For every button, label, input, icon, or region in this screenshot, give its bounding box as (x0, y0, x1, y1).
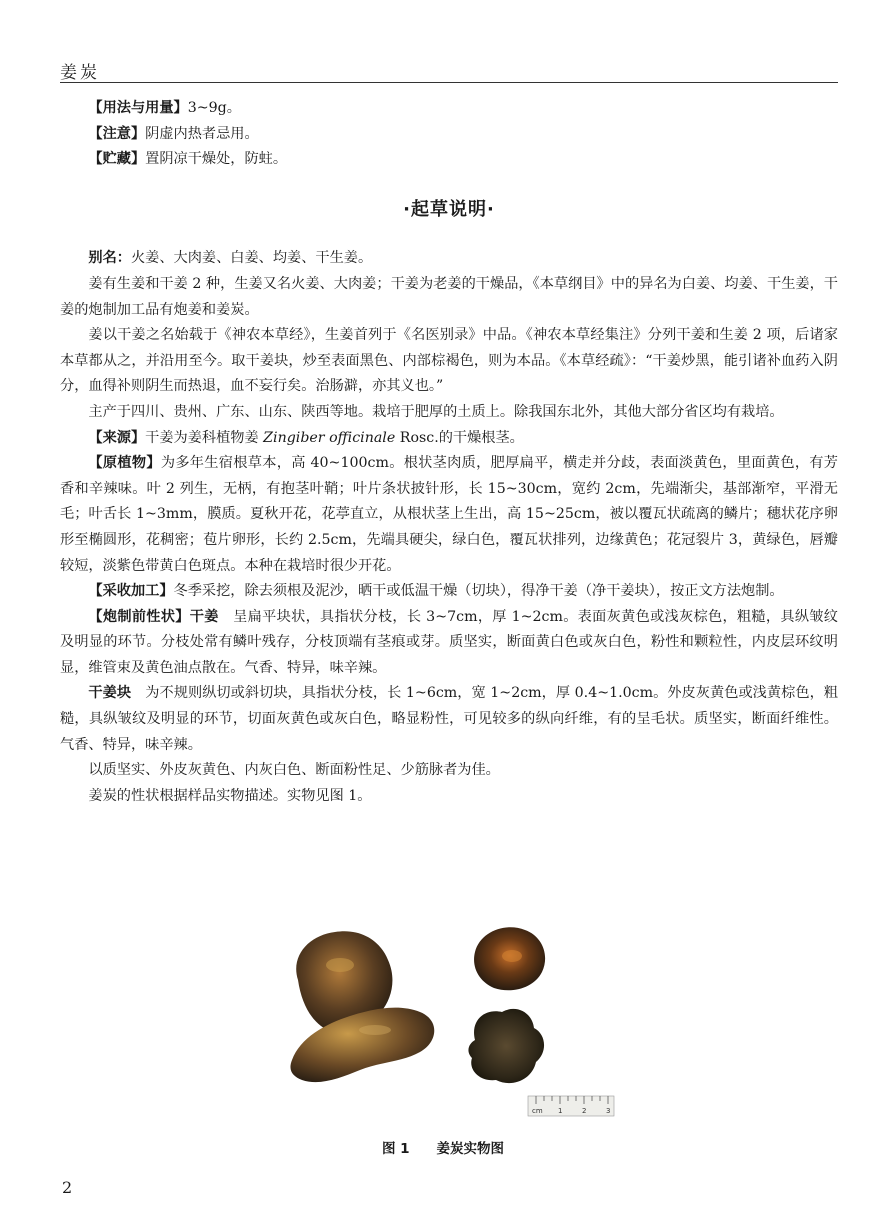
header-rule (60, 82, 838, 83)
quality-paragraph: 以质坚实、外皮灰黄色、内灰白色、断面粉性足、少筋脉者为佳。 (88, 762, 500, 779)
alias-paragraph (60, 246, 838, 272)
plant-paragraph (60, 451, 838, 579)
source-text-after: Rosc.的干燥根茎。 (395, 429, 524, 446)
alias-label: 别名： (88, 250, 131, 267)
paragraph-history: 姜以干姜之名始载于《神农本草经》，生姜首列于《名医别录》中品。《神农本草经集注》分列干姜和生姜 2 项，后诸家本草都从之，并沿用至今。取干姜块，炒至表面黑色、内部棕褐色，则为本品。《本草经疏》：“干姜炒黑，能引诸补血药入阴分，血得补则阴生而热退，血不妄行矣。治肠澼，亦其义也。” (60, 327, 838, 395)
harvest-label: 【采收加工】 (88, 583, 174, 600)
source-latin-name: Zingiber officinale (263, 429, 396, 446)
alias-text: 火姜、大肉姜、白姜、均姜、干生姜。 (130, 250, 373, 267)
specimen-highlight (502, 950, 522, 962)
spec-storage-text: 置阴凉干燥处，防蛀。 (145, 151, 288, 168)
properties-ganjiang-text: 呈扁平块状，具指状分枝，长 3~7cm，厚 1~2cm。表面灰黄色或浅灰棕色，粗糙，具纵皱纹及明显的环节。分枝处常有鳞叶残存，分枝顶端有茎痕或芽。质坚实，断面黄白色或灰白色，粉性和颗粒性，内皮层环纹明显，维管束及黄色油点散在。气香、特异，味辛辣。 (60, 608, 838, 676)
spec-storage-label: 【贮藏】 (88, 151, 146, 168)
properties-kuai-label: 干姜块 (88, 685, 132, 702)
specimen-piece-4 (468, 1009, 544, 1083)
source-paragraph (60, 426, 838, 452)
spec-caution (60, 122, 838, 148)
spec-dosage-label: 【用法与用量】 (88, 100, 188, 116)
specimen-highlight (359, 1025, 391, 1035)
section-title: ·起草说明· (403, 198, 495, 220)
description-note: 姜炭的性状根据样品实物描述。实物见图 1。 (88, 787, 372, 804)
running-header-title: 姜炭 (60, 63, 100, 83)
ruler-label-2: 2 (582, 1107, 587, 1115)
spec-dosage-text: 3~9g。 (187, 100, 241, 116)
ruler (528, 1096, 614, 1116)
figure-caption (0, 1137, 886, 1157)
paragraph-names: 姜有生姜和干姜 2 种，生姜又名火姜、大肉姜；干姜为老姜的干燥品，《本草纲目》中的异名为白姜、均姜、干生姜，干姜的炮制加工品有炮姜和姜炭。 (60, 275, 838, 318)
specimen-highlight (326, 958, 354, 972)
specimen-piece-3 (290, 1008, 434, 1082)
properties-ganjiang-label: 干姜 (189, 608, 219, 625)
ruler-label-cm: cm (532, 1107, 543, 1115)
spec-caution-label: 【注意】 (88, 125, 146, 142)
figure-caption-text: 姜炭实物图 (436, 1141, 505, 1157)
main-content (60, 96, 838, 809)
plant-label: 【原植物】 (88, 455, 161, 472)
plant-text: 为多年生宿根草本，高 40~100cm。根状茎肉质，肥厚扁平，横走并分歧，表面淡黄色，里面黄色，有芳香和辛辣味。叶 2 列生，无柄，有抱茎叶鞘；叶片条状披针形，长 15~30cm，宽约 2cm，先端渐尖，基部渐窄，平滑无毛；叶舌长 1~3mm，膜质。夏秋开花，花葶直立，从根状茎上生出，高 15~25cm，被以覆瓦状疏离的鳞片；穗状花序卵形至椭圆形，花稠密；苞片卵形，长约 2.5cm，先端具硬尖，绿白色，覆瓦状排列，边缘黄色；花冠裂片 3，黄绿色，唇瓣较短，淡紫色带黄白色斑点。本种在栽培时很少开花。 (60, 455, 838, 574)
source-text-before: 干姜为姜科植物姜 (145, 429, 264, 446)
page-number: 2 (62, 1178, 73, 1197)
properties-kuai-text: 为不规则纵切或斜切块，具指状分枝，长 1~6cm，宽 1~2cm，厚 0.4~1.0cm。外皮灰黄色或浅黄棕色，粗糙，具纵皱纹及明显的环节，切面灰黄色或灰白色，略显粉性，可见较多的纵向纤维，有的呈毛状。质坚实，断面纤维性。气香、特异，味辛辣。 (60, 685, 838, 753)
spec-caution-text: 阴虚内热者忌用。 (145, 125, 259, 142)
ruler-label-1: 1 (558, 1107, 563, 1115)
harvest-text: 冬季采挖，除去须根及泥沙，晒干或低温干燥（切块），得净干姜（净干姜块），按正文方法炮制。 (173, 583, 784, 600)
ruler-label-3: 3 (606, 1107, 611, 1115)
properties-kuai-paragraph (60, 681, 838, 758)
properties-label: 【炮制前性状】 (88, 608, 190, 625)
specimen-photo (280, 920, 625, 1130)
paragraph-production: 主产于四川、贵州、广东、山东、陕西等地。栽培于肥厚的土质上。除我国东北外，其他大部分省区均有栽培。 (88, 403, 784, 420)
properties-ganjiang-paragraph (60, 605, 838, 682)
spec-dosage (60, 96, 838, 122)
spec-storage (60, 147, 838, 173)
figure-caption-number: 图 1 (381, 1141, 410, 1157)
source-label: 【来源】 (88, 429, 146, 446)
harvest-paragraph (60, 579, 838, 605)
